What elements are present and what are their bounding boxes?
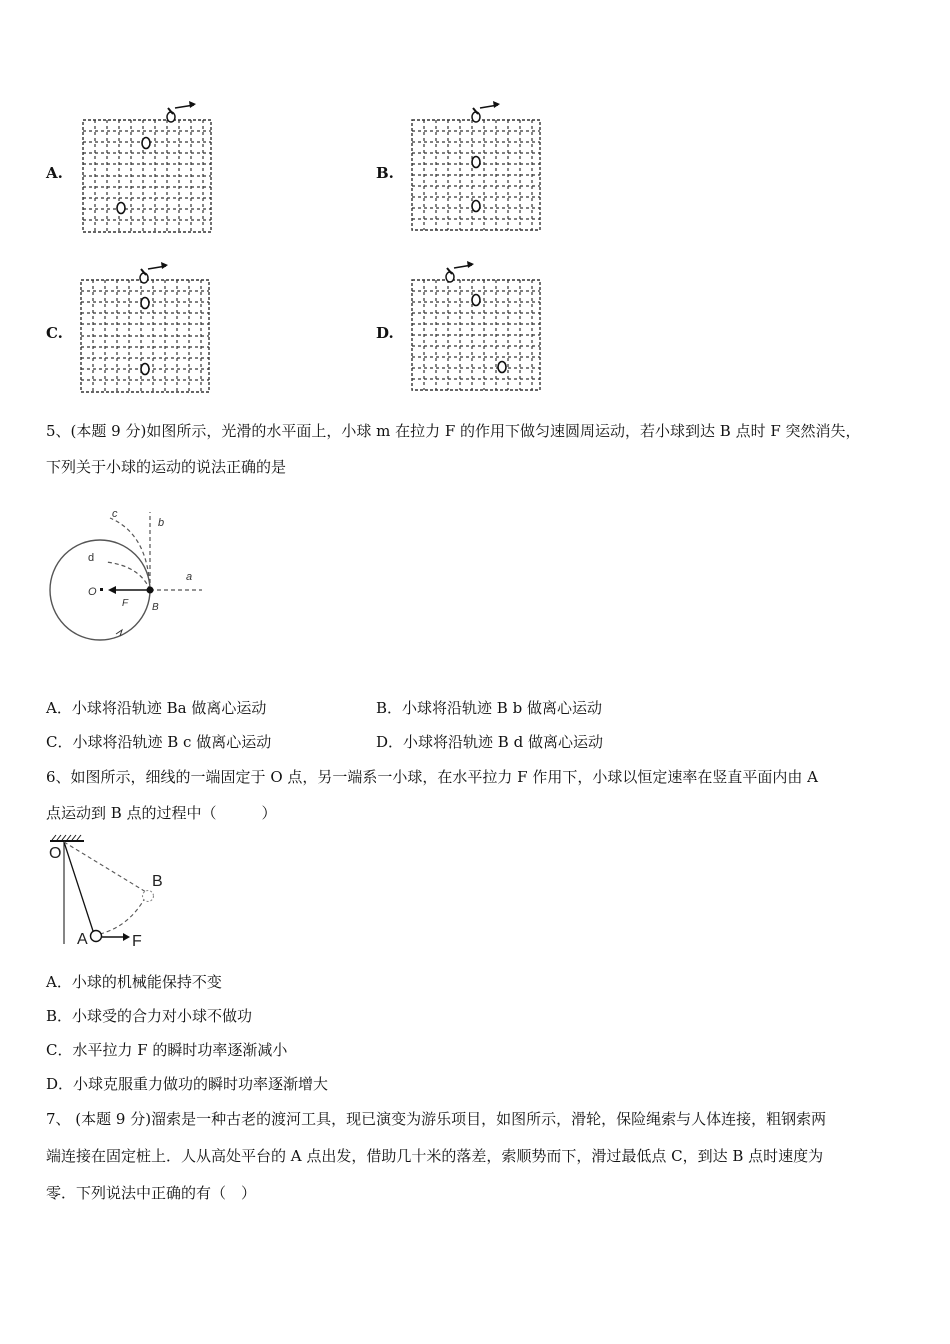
q7-stem-line-2: 端连接在固定桩上．人从高处平台的 A 点出发，借助几十米的落差，索顺势而下，滑过最低点 C，到达 B 点时速度为 xyxy=(46,1147,824,1165)
label-f: F xyxy=(132,933,142,950)
q5-stem-line-2: 下列关于小球的运动的说法正确的是 xyxy=(46,458,287,476)
q4-figure-b xyxy=(408,100,548,240)
plane-icon xyxy=(472,101,500,122)
drop-icon xyxy=(141,298,149,309)
label-o: O xyxy=(88,586,97,598)
q6-option-d: D．小球克服重力做功的瞬时功率逐渐增大 xyxy=(46,1075,329,1093)
label-c: c xyxy=(112,508,118,520)
plane-icon xyxy=(446,261,474,282)
drop-icon xyxy=(472,157,480,168)
label-f: F xyxy=(122,598,129,609)
q4-option-b-label: B. xyxy=(376,164,394,182)
q5-option-b: B．小球将沿轨迹 B b 做离心运动 xyxy=(376,699,602,717)
label-d: d xyxy=(88,552,95,564)
q4-option-d-label: D. xyxy=(376,324,394,342)
drop-icon xyxy=(472,295,480,306)
drop-icon xyxy=(472,201,480,212)
q6-option-a: A．小球的机械能保持不变 xyxy=(46,973,222,991)
drop-icon xyxy=(141,364,149,375)
label-b: b xyxy=(158,517,165,529)
q5-option-d: D．小球将沿轨迹 B d 做离心运动 xyxy=(376,733,603,751)
q6-stem-line-1: 6、如图所示，细线的一端固定于 O 点，另一端系一小球，在水平拉力 F 作用下，小球以恒定速率在竖直平面内由 A xyxy=(46,768,818,786)
q7-stem-line-1: 7、 (本题 9 分)溜索是一种古老的渡河工具，现已演变为游乐项目，如图所示，滑轮，保险绳索与人体连接，粗钢索两 xyxy=(46,1110,827,1128)
q5-stem-line-1: 5、(本题 9 分)如图所示，光滑的水平面上，小球 m 在拉力 F 的作用下做匀速圆周运动，若小球到达 B 点时 F 突然消失， xyxy=(46,422,861,440)
label-a: A xyxy=(77,931,88,948)
drop-icon xyxy=(142,138,150,149)
q6-option-c: C．水平拉力 F 的瞬时功率逐渐减小 xyxy=(46,1041,288,1059)
plane-icon xyxy=(167,101,196,122)
q4-option-a-label: A. xyxy=(46,164,63,182)
q4-option-c-label: C. xyxy=(46,324,63,342)
q4-figure-a xyxy=(78,100,218,240)
label-b: B xyxy=(152,873,163,890)
q5-figure xyxy=(44,504,214,654)
drop-icon xyxy=(117,203,125,214)
label-B: B xyxy=(152,602,159,613)
q5-option-c: C．小球将沿轨迹 B c 做离心运动 xyxy=(46,733,272,751)
q5-option-a: A．小球将沿轨迹 Ba 做离心运动 xyxy=(46,699,267,717)
label-a: a xyxy=(186,571,193,583)
q4-figure-d xyxy=(408,260,548,400)
q6-stem-line-2: 点运动到 B 点的过程中（ ） xyxy=(46,804,277,822)
q7-stem-line-3: 零．下列说法中正确的有（ ） xyxy=(46,1184,257,1202)
q6-option-b: B．小球受的合力对小球不做功 xyxy=(46,1007,253,1025)
drop-icon xyxy=(498,362,506,373)
q4-figure-c xyxy=(76,262,216,402)
label-o: O xyxy=(49,845,62,862)
q6-figure xyxy=(44,834,184,954)
